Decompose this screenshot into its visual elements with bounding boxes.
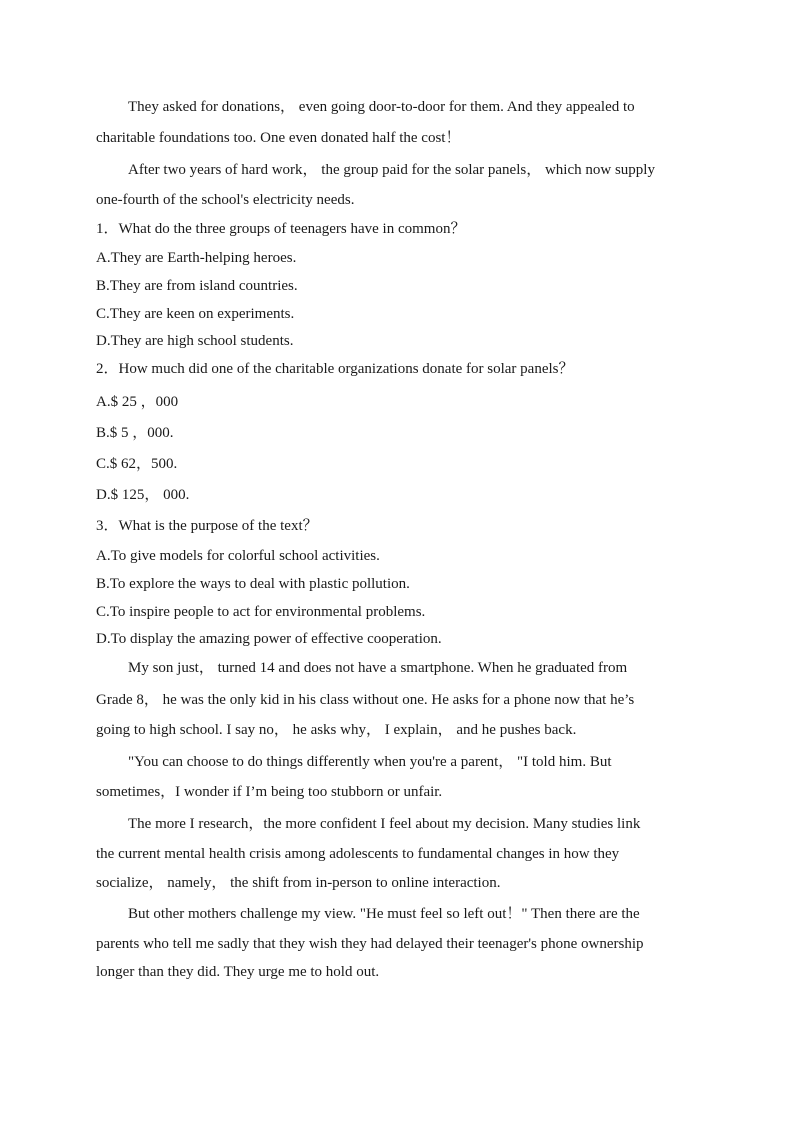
- question-2-option-c: C.$ 62，500.: [96, 456, 178, 472]
- paragraph-line: the current mental health crisis among adolescents to fundamental changes in how they: [96, 846, 620, 862]
- paragraph-line: sometimes，I wonder if I’m being too stubborn or unfair.: [96, 784, 443, 800]
- paragraph-line: After two years of hard work， the group paid for the solar panels， which now supply: [128, 162, 655, 178]
- paragraph-line: "You can choose to do things differently when you're a parent， "I told him. But: [128, 754, 612, 770]
- paragraph-line: My son just， turned 14 and does not have a smartphone. When he graduated from: [128, 660, 628, 676]
- paragraph-line: one-fourth of the school's electricity needs.: [96, 192, 355, 208]
- question-3-option-b: B.To explore the ways to deal with plastic pollution.: [96, 576, 410, 592]
- question-1-option-b: B.They are from island countries.: [96, 278, 298, 294]
- paragraph-line: But other mothers challenge my view. "He must feel so left out！" Then there are the: [128, 906, 640, 922]
- question-1-option-d: D.They are high school students.: [96, 333, 294, 349]
- question-3: 3．What is the purpose of the text？: [96, 518, 318, 534]
- question-1-option-c: C.They are keen on experiments.: [96, 306, 295, 322]
- paragraph-line: Grade 8， he was the only kid in his class without one. He asks for a phone now that he’s: [96, 692, 635, 708]
- paragraph-line: The more I research，the more confident I feel about my decision. Many studies link: [128, 816, 641, 832]
- paragraph-line: parents who tell me sadly that they wish they had delayed their teenager's phone ownership: [96, 936, 644, 952]
- question-2-option-b: B.$ 5 ，000.: [96, 425, 174, 441]
- question-3-option-c: C.To inspire people to act for environmental problems.: [96, 604, 426, 620]
- paragraph-line: going to high school. I say no， he asks why， I explain， and he pushes back.: [96, 722, 577, 738]
- question-1: 1．What do the three groups of teenagers have in common？: [96, 221, 466, 237]
- paragraph-line: They asked for donations， even going door-to-door for them. And they appealed to: [128, 99, 635, 115]
- question-2-option-d: D.$ 125， 000.: [96, 487, 190, 503]
- paragraph-line: socialize， namely， the shift from in-person to online interaction.: [96, 875, 501, 891]
- paragraph-line: longer than they did. They urge me to hold out.: [96, 964, 380, 980]
- question-3-option-d: D.To display the amazing power of effective cooperation.: [96, 631, 442, 647]
- question-2-option-a: A.$ 25 ，000: [96, 394, 179, 410]
- question-2: 2．How much did one of the charitable organizations donate for solar panels？: [96, 361, 574, 377]
- paragraph-line: charitable foundations too. One even donated half the cost！: [96, 130, 461, 146]
- question-3-option-a: A.To give models for colorful school activities.: [96, 548, 380, 564]
- question-1-option-a: A.They are Earth-helping heroes.: [96, 250, 297, 266]
